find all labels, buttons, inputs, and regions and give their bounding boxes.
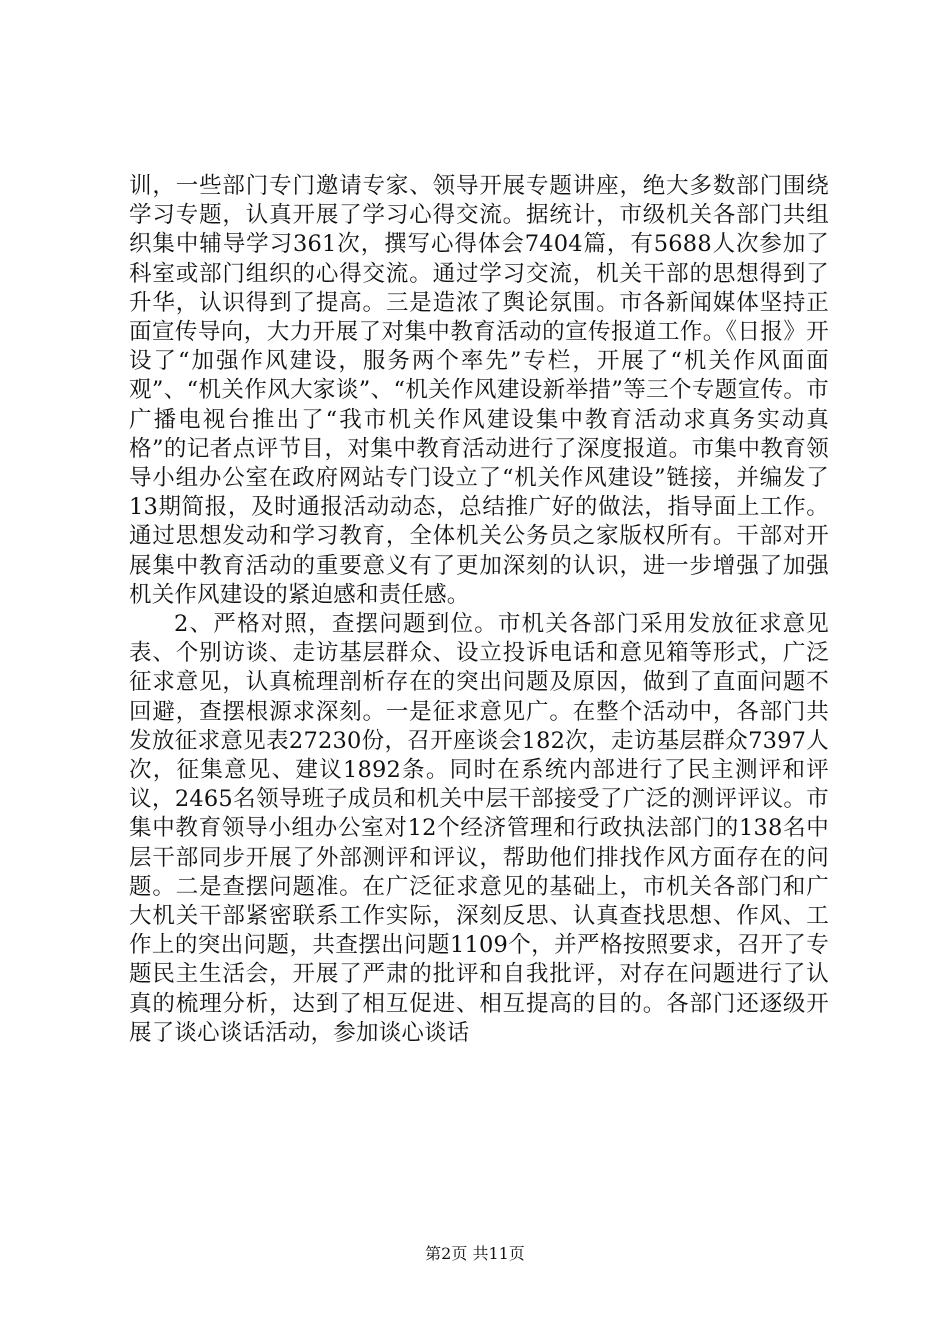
paragraph-2: 2、严格对照，查摆问题到位。市机关各部门采用发放征求意见表、个别访谈、走访基层群众、设立投诉电话和意见箱等形式，广泛征求意见，认真梳理剖析存在的突出问题及原因，做到了直面问题不回避，查摆根源求深刻。一是征求意见广。在整个活动中，各部门共发放征求意见表27230份，召开座谈会182次，走访基层群众7397人次，征集意见、建议1892条。同时在系统内部进行了民主测评和评议，2465名领导班子成员和机关中层干部接受了广泛的测评评议。市集中教育领导小组办公室对12个经济管理和行政执法部门的138名中层干部同步开展了外部测评和评议，帮助他们排找作风方面存在的问题。二是查摆问题准。在广泛征求意见的基础上，市机关各部门和广大机关干部紧密联系工作实际，深刻反思、认真查找思想、作风、工作上的突出问题，共查摆出问题1109个，并严格按照要求，召开了专题民主生活会，开展了严肃的批评和自我批评，对存在问题进行了认真的梳理分析，达到了相互促进、相互提高的目的。各部门还逐级开展了谈心谈话活动，参加谈心谈话 (129, 611, 829, 1046)
document-body (129, 172, 829, 1048)
page-number-footer: 第2页 共11页 (425, 1244, 525, 1263)
paragraph-1: 训，一些部门专门邀请专家、领导开展专题讲座，绝大多数部门围绕学习专题，认真开展了学习心得交流。据统计，市级机关各部门共组织集中辅导学习361次，撰写心得体会7404篇，有5688人次参加了科室或部门组织的心得交流。通过学习交流，机关干部的思想得到了升华，认识得到了提高。三是造浓了舆论氛围。市各新闻媒体坚持正面宣传导向，大力开展了对集中教育活动的宣传报道工作。《日报》开设了“加强作风建设，服务两个率先”专栏，开展了“机关作风面面观”、“机关作风大家谈”、“机关作风建设新举措”等三个专题宣传。市广播电视台推出了“我市机关作风建设集中教育活动求真务实动真格”的记者点评节目，对集中教育活动进行了深度报道。市集中教育领导小组办公室在政府网站专门设立了“机关作风建设”链接，并编发了13期简报，及时通报活动动态，总结推广好的做法，指导面上工作。通过思想发动和学习教育，全体机关公务员之家版权所有。干部对开展集中教育活动的重要意义有了更加深刻的认识，进一步增强了加强机关作风建设的紧迫感和责任感。 (129, 173, 829, 608)
